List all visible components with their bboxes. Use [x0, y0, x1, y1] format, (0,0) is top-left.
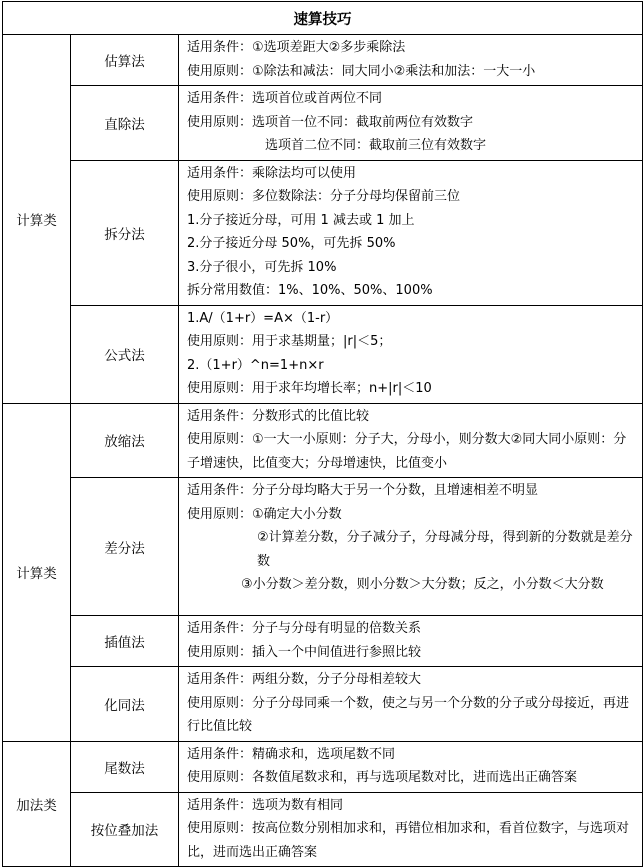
method-description	[179, 741, 643, 792]
method-name: 公式法	[71, 305, 179, 403]
desc-line: ②计算差分数，分子减分子，分母减分母，得到新的分数就是差分数	[257, 530, 633, 569]
desc-line: 1.A/（1+r）=A×（1-r）	[187, 310, 339, 326]
method-description	[179, 86, 643, 161]
desc-line: 使用原则：多位数除法：分子分母均保留前三位	[187, 189, 461, 204]
desc-line: 适用条件：①选项差距大②多步乘除法	[187, 40, 406, 55]
desc-line: 适用条件：乘除法均可以使用	[187, 165, 357, 181]
method-name: 直除法	[71, 86, 179, 161]
desc-line: 使用原则：用于求基期量；|r|＜5；	[187, 334, 392, 349]
desc-line: 使用原则：插入一个中间值进行参照比较	[187, 644, 422, 660]
desc-line: 使用原则：用于求年均增长率；n+|r|＜10	[187, 381, 432, 396]
desc-line: 3.分子很小，可先拆 10%	[187, 259, 337, 275]
method-description	[179, 478, 643, 616]
method-description	[179, 403, 643, 478]
method-description	[179, 616, 643, 667]
method-name: 差分法	[71, 478, 179, 616]
method-description	[179, 305, 643, 403]
desc-line: 1.分子接近分母，可用 1 减去或 1 加上	[187, 212, 415, 228]
method-description	[179, 160, 643, 305]
desc-line: 适用条件：分数形式的比值比较	[187, 408, 370, 424]
desc-line: 使用原则：分子分母同乘一个数，使之与另一个分数的分子或分母接近，再进行比值比较	[187, 695, 630, 734]
method-name: 按位叠加法	[71, 792, 179, 867]
speed-calc-table	[2, 1, 643, 867]
category-cell: 加法类	[3, 741, 71, 867]
desc-line: 使用原则：①一大一小原则：分子大，分母小，则分数大②同大同小原则：分子增速快，比值变大；分母增速快，比值变小	[187, 432, 627, 471]
method-name: 尾数法	[71, 741, 179, 792]
desc-line: 使用原则：各数值尾数求和，再与选项尾数对比，进而选出正确答案	[187, 770, 578, 785]
desc-line: 使用原则：①确定大小分数	[187, 506, 342, 522]
method-name: 化同法	[71, 667, 179, 742]
method-name: 插值法	[71, 616, 179, 667]
method-name: 放缩法	[71, 403, 179, 478]
desc-line: 2.（1+r）^n=1+n×r	[187, 357, 324, 373]
method-description	[179, 792, 643, 867]
desc-line: 适用条件：两组分数，分子分母相差较大	[187, 672, 422, 687]
desc-line: 使用原则：按高位数分别相加求和，再错位相加求和，看首位数字，与选项对比，进而选出正确答案	[187, 821, 630, 860]
category-cell: 计算类	[3, 35, 71, 404]
desc-line: 拆分常用数值：1%、10%、50%、100%	[187, 283, 433, 298]
desc-line: 使用原则：选项首一位不同：截取前两位有效数字	[187, 114, 474, 130]
desc-line: 适用条件：选项首位或首两位不同	[187, 91, 383, 106]
table-title: 速算技巧	[3, 2, 643, 35]
category-cell: 计算类	[3, 403, 71, 741]
method-description	[179, 35, 643, 86]
method-name: 估算法	[71, 35, 179, 86]
desc-line: 适用条件：分子分母均略大于另一个分数，且增速相差不明显	[187, 483, 539, 498]
desc-line: 适用条件：选项为数有相同	[187, 797, 344, 813]
desc-line: 使用原则：①除法和减法：同大同小②乘法和加法：一大一小	[187, 63, 536, 79]
desc-line: 选项首二位不同：截取前三位有效数字	[265, 138, 487, 153]
desc-line: ③小分数＞差分数，则小分数＞大分数；反之，小分数＜大分数	[241, 577, 604, 592]
method-name: 拆分法	[71, 160, 179, 305]
desc-line: 适用条件：分子与分母有明显的倍数关系	[187, 621, 422, 636]
desc-line: 适用条件：精确求和，选项尾数不同	[187, 746, 396, 762]
method-description	[179, 667, 643, 742]
desc-line: 2.分子接近分母 50%，可先拆 50%	[187, 236, 396, 251]
